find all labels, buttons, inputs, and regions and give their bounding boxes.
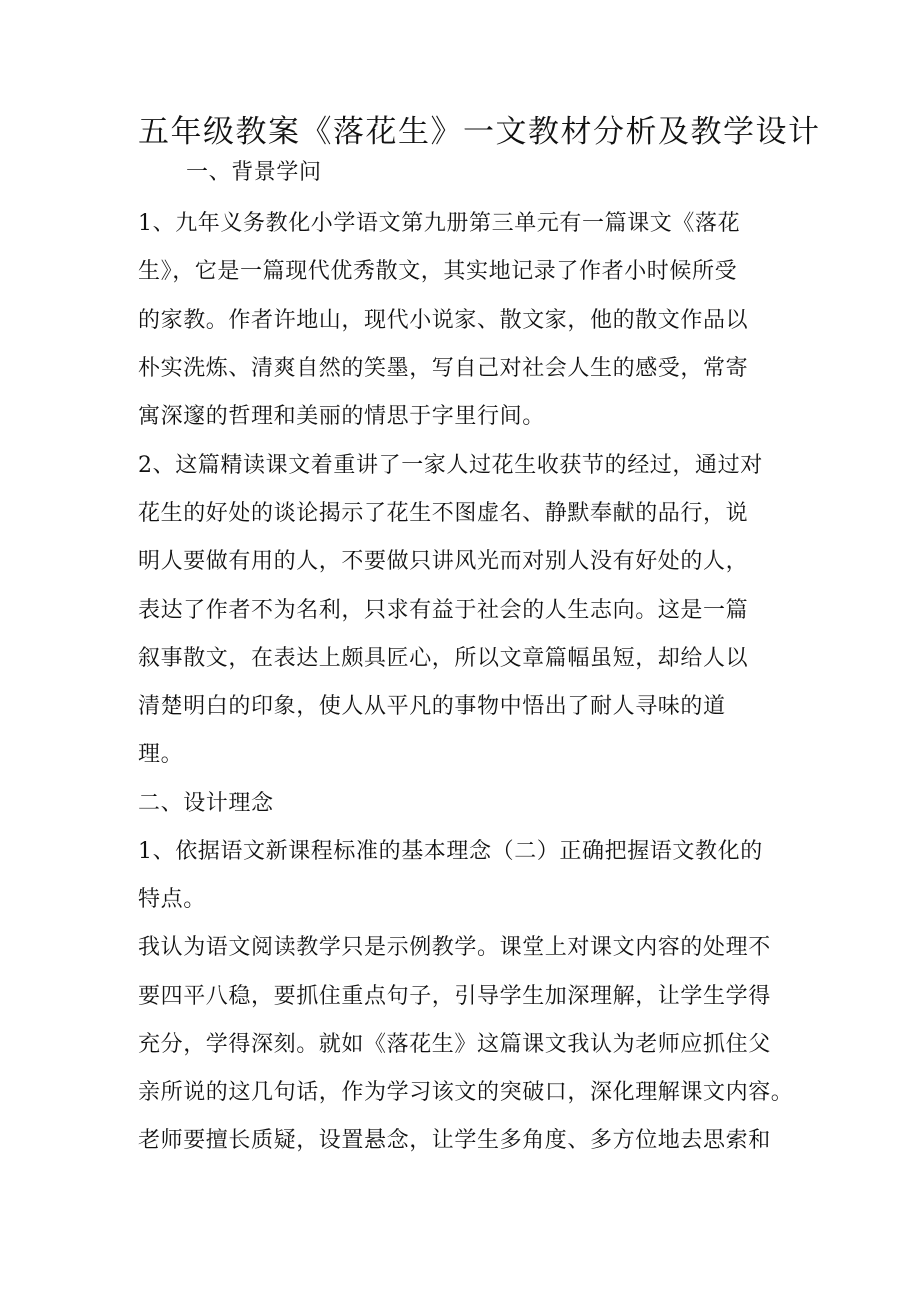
paragraph-line: 2、这篇精读课文着重讲了一家人过花生收获节的经过，通过对 bbox=[138, 453, 763, 478]
paragraph-line: 我认为语文阅读教学只是示例教学。课堂上对课文内容的处理不 bbox=[138, 935, 771, 960]
paragraph-line: 1、依据语文新课程标准的基本理念（二）正确把握语文教化的 bbox=[138, 839, 763, 864]
section-heading-design: 二、设计理念 bbox=[138, 791, 274, 816]
section-heading-background: 一、背景学问 bbox=[186, 160, 322, 185]
paragraph-line: 清楚明白的印象，使人从平凡的事物中悟出了耐人寻味的道 bbox=[138, 694, 726, 719]
paragraph-line: 的家教。作者许地山，现代小说家、散文家，他的散文作品以 bbox=[138, 308, 749, 333]
paragraph-line: 朴实洗炼、清爽自然的笑墨，写自己对社会人生的感受，常寄 bbox=[138, 356, 749, 381]
document-title: 五年级教案《落花生》一文教材分析及教学设计 bbox=[138, 114, 821, 150]
paragraph-line: 理。 bbox=[138, 742, 184, 767]
paragraph-line: 亲所说的这几句话，作为学习该文的突破口，深化理解课文内容。 bbox=[138, 1080, 794, 1105]
paragraph-line: 特点。 bbox=[138, 887, 206, 912]
paragraph-line: 生》，它是一篇现代优秀散文，其实地记录了作者小时候所受 bbox=[138, 259, 738, 284]
paragraph-line: 明人要做有用的人，不要做只讲风光而对别人没有好处的人， bbox=[138, 549, 749, 574]
paragraph-line: 寓深邃的哲理和美丽的情思于字里行间。 bbox=[138, 404, 545, 429]
paragraph-line: 老师要擅长质疑，设置悬念，让学生多角度、多方位地去思索和 bbox=[138, 1128, 771, 1153]
paragraph-line: 叙事散文，在表达上颇具匠心，所以文章篇幅虽短，却给人以 bbox=[138, 646, 749, 671]
paragraph-line: 表达了作者不为名利，只求有益于社会的人生志向。这是一篇 bbox=[138, 598, 749, 623]
paragraph-line: 花生的好处的谈论揭示了花生不图虚名、静默奉献的品行，说 bbox=[138, 501, 749, 526]
paragraph-line: 要四平八稳，要抓住重点句子，引导学生加深理解，让学生学得 bbox=[138, 984, 771, 1009]
paragraph-line: 充分，学得深刻。就如《落花生》这篇课文我认为老师应抓住父 bbox=[138, 1032, 771, 1057]
paragraph-line: 1、九年义务教化小学语文第九册第三单元有一篇课文《落花 bbox=[138, 211, 741, 236]
